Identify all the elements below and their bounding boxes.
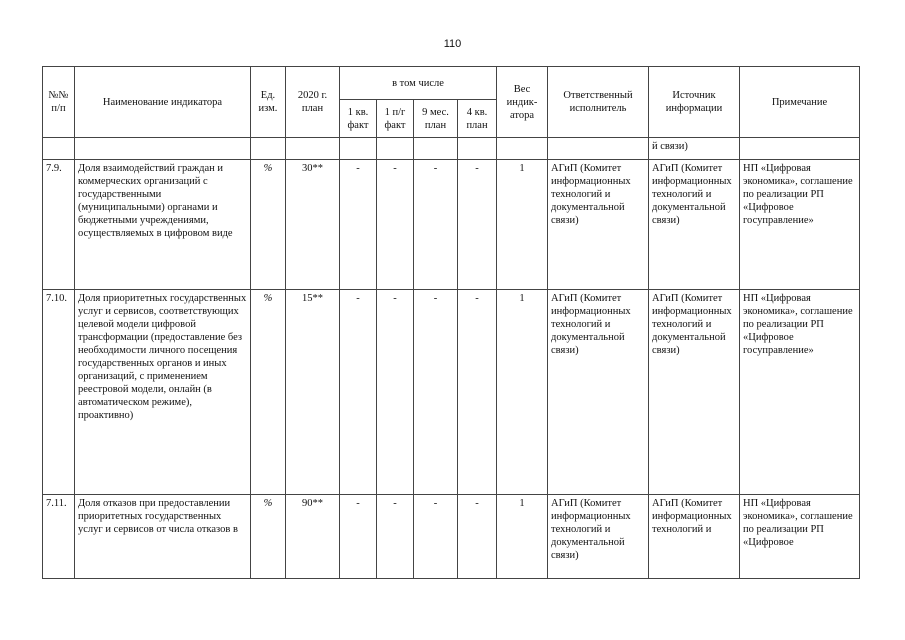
continuation-source-cell: й связи) (649, 138, 740, 160)
q1-fact-cell: - (340, 495, 377, 579)
responsible-cell: АГиП (Комитет информационных технологий и документальной связи) (548, 160, 649, 290)
header-plan-2020: 2020 г. план (286, 67, 340, 138)
header-indicator-name: Наименование индикатора (75, 67, 251, 138)
note-cell: НП «Цифровая экономика», соглашение по реализации РП «Цифровое госуправление» (740, 290, 860, 495)
source-cell: АГиП (Комитет информационных технологий и (649, 495, 740, 579)
indicator-table (42, 66, 860, 579)
responsible-cell: АГиП (Комитет информационных технологий и документальной связи) (548, 495, 649, 579)
row-number: 7.11. (43, 495, 75, 579)
row-number: 7.9. (43, 160, 75, 290)
indicator-name-cell: Доля приоритетных государственных услуг и сервисов, соответствующих целевой модели цифровой трансформации (предоставление без необходимости личного посещения государственных органов и иных организаций, с применением реестровой модели, онлайн (в автоматическом режиме), проактивно) (75, 290, 251, 495)
indicator-name-cell: Доля отказов при предоставлении приоритетных государственных услуг и сервисов от числа отказов в (75, 495, 251, 579)
unit-cell: % (251, 160, 286, 290)
q4-plan-cell: - (458, 290, 497, 495)
row-number: 7.10. (43, 290, 75, 495)
note-cell: НП «Цифровая экономика», соглашение по реализации РП «Цифровое госуправление» (740, 160, 860, 290)
table-row (43, 495, 860, 579)
header-9m-plan: 9 мес. план (414, 100, 458, 138)
page-number: 110 (443, 38, 462, 50)
plan-cell: 15** (286, 290, 340, 495)
header-including: в том числе (340, 67, 497, 100)
header-responsible: Ответственный исполнитель (548, 67, 649, 138)
weight-cell: 1 (497, 495, 548, 579)
q1-fact-cell: - (340, 290, 377, 495)
plan-cell: 90** (286, 495, 340, 579)
header-q1-fact: 1 кв. факт (340, 100, 377, 138)
9m-plan-cell: - (414, 160, 458, 290)
header-h1-fact: 1 п/г факт (377, 100, 414, 138)
indicator-name-cell: Доля взаимодействий граждан и коммерческих организаций с государственными (муниципальными) органами и бюджетными учреждениями, осуществляемых в цифровом виде (75, 160, 251, 290)
9m-plan-cell: - (414, 290, 458, 495)
weight-cell: 1 (497, 160, 548, 290)
unit-cell: % (251, 290, 286, 495)
q4-plan-cell: - (458, 495, 497, 579)
source-cell: АГиП (Комитет информационных технологий и документальной связи) (649, 290, 740, 495)
h1-fact-cell: - (377, 290, 414, 495)
weight-cell: 1 (497, 290, 548, 495)
table-row (43, 160, 860, 290)
source-cell: АГиП (Комитет информационных технологий и документальной связи) (649, 160, 740, 290)
table-row (43, 290, 860, 495)
header-unit: Ед. изм. (251, 67, 286, 138)
responsible-cell: АГиП (Комитет информационных технологий и документальной связи) (548, 290, 649, 495)
note-cell: НП «Цифровая экономика», соглашение по реализации РП «Цифровое (740, 495, 860, 579)
q4-plan-cell: - (458, 160, 497, 290)
header-number: №№ п/п (43, 67, 75, 138)
9m-plan-cell: - (414, 495, 458, 579)
h1-fact-cell: - (377, 495, 414, 579)
header-note: Примечание (740, 67, 860, 138)
h1-fact-cell: - (377, 160, 414, 290)
unit-cell: % (251, 495, 286, 579)
continuation-row (43, 138, 860, 160)
q1-fact-cell: - (340, 160, 377, 290)
header-source: Источник информации (649, 67, 740, 138)
header-weight: Вес индик-атора (497, 67, 548, 138)
header-q4-plan: 4 кв. план (458, 100, 497, 138)
plan-cell: 30** (286, 160, 340, 290)
